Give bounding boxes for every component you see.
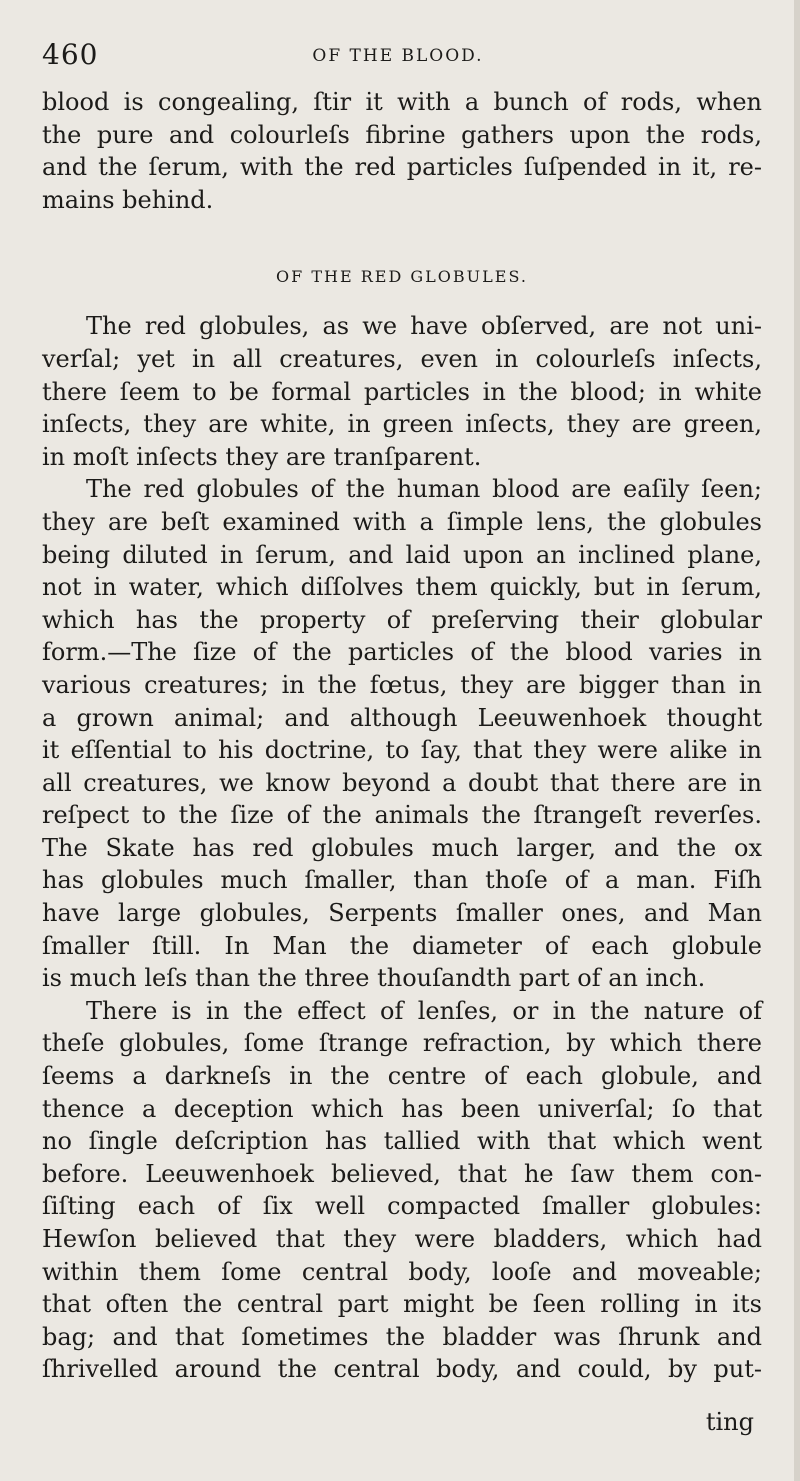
opening-paragraph: [42, 86, 762, 216]
text-line: mains behind.: [42, 185, 214, 214]
text-line: no ſingle deſcription has tallied with that which went: [42, 1127, 762, 1156]
text-line: being diluted in ſerum, and laid upon an inclined plane,: [42, 540, 762, 569]
text-line: which has the property of preſerving their globular: [42, 605, 762, 634]
text-line: it eſſential to his doctrine, to ſay, that they were alike in: [42, 736, 762, 765]
text-line: they are beſt examined with a ſimple lens, the globules: [42, 507, 762, 536]
text-line: and the ſerum, with the red particles ſuſpended in it, re-: [42, 153, 762, 182]
section-heading: OF THE RED GLOBULES.: [276, 267, 528, 287]
text-line: verſal; yet in all creatures, even in colourleſs inſects,: [42, 344, 762, 373]
running-head: [42, 38, 754, 78]
text-line: The Skate has red globules much larger, and the ox: [42, 833, 762, 862]
paragraph-2: [42, 473, 762, 995]
paragraph-1: [42, 310, 762, 473]
text-line: ſmaller ſtill. In Man the diameter of each globule: [42, 931, 762, 960]
paragraph-3: [42, 995, 762, 1386]
text-line: all creatures, we know beyond a doubt that there are in: [42, 768, 762, 797]
text-line: The red globules, as we have obſerved, are not uni-: [86, 312, 762, 341]
text-line: ſhrivelled around the central body, and could, by put-: [42, 1355, 762, 1384]
text-line: various creatures; in the fœtus, they are bigger than in: [42, 670, 762, 699]
text-line: have large globules, Serpents ſmaller ones, and Man: [42, 899, 762, 928]
text-line: reſpect to the ſize of the animals the ſtrangeſt reverſes.: [42, 801, 762, 830]
page-number: 460: [42, 38, 99, 71]
text-line: a grown animal; and although Leeuwenhoek thought: [42, 703, 762, 732]
text-line: within them ſome central body, looſe and moveable;: [42, 1257, 762, 1286]
text-line: is much leſs than the three thouſandth part of an inch.: [42, 964, 706, 993]
body-text: [42, 86, 762, 1386]
running-title: OF THE BLOOD.: [312, 46, 484, 66]
text-line: Hewſon believed that they were bladders, which had: [42, 1225, 762, 1253]
text-line: has globules much ſmaller, than thoſe of a man. Fiſh: [42, 866, 762, 895]
text-line: blood is congealing, ſtir it with a bunch of rods, when: [42, 88, 762, 116]
text-line: form.—The ſize of the particles of the blood varies in: [42, 638, 762, 667]
text-line: there ſeem to be formal particles in the blood; in white: [42, 377, 762, 406]
text-line: not in water, which diſſolves them quickly, but in ſerum,: [42, 573, 762, 602]
text-line: ſiſting each of ſix well compacted ſmaller globules:: [42, 1192, 762, 1221]
text-line: in moſt inſects they are tranſparent.: [42, 442, 482, 471]
text-line: bag; and that ſometimes the bladder was ſhrunk and: [42, 1322, 762, 1351]
catchword: ting: [705, 1408, 754, 1436]
text-line: The red globules of the human blood are eaſily ſeen;: [86, 475, 762, 504]
text-line: There is in the effect of lenſes, or in the nature of: [86, 996, 762, 1025]
text-line: theſe globules, ſome ſtrange refraction, by which there: [42, 1029, 762, 1058]
text-line: before. Leeuwenhoek believed, that he ſaw them con-: [42, 1159, 762, 1188]
text-line: ſeems a darkneſs in the centre of each globule, and: [42, 1062, 762, 1091]
text-line: thence a deception which has been univerſal; ſo that: [42, 1094, 762, 1123]
text-line: that often the central part might be ſeen rolling in its: [42, 1290, 762, 1319]
text-line: inſects, they are white, in green inſects, they are green,: [42, 410, 762, 439]
text-line: the pure and colourleſs fibrine gathers upon the rods,: [42, 120, 762, 149]
